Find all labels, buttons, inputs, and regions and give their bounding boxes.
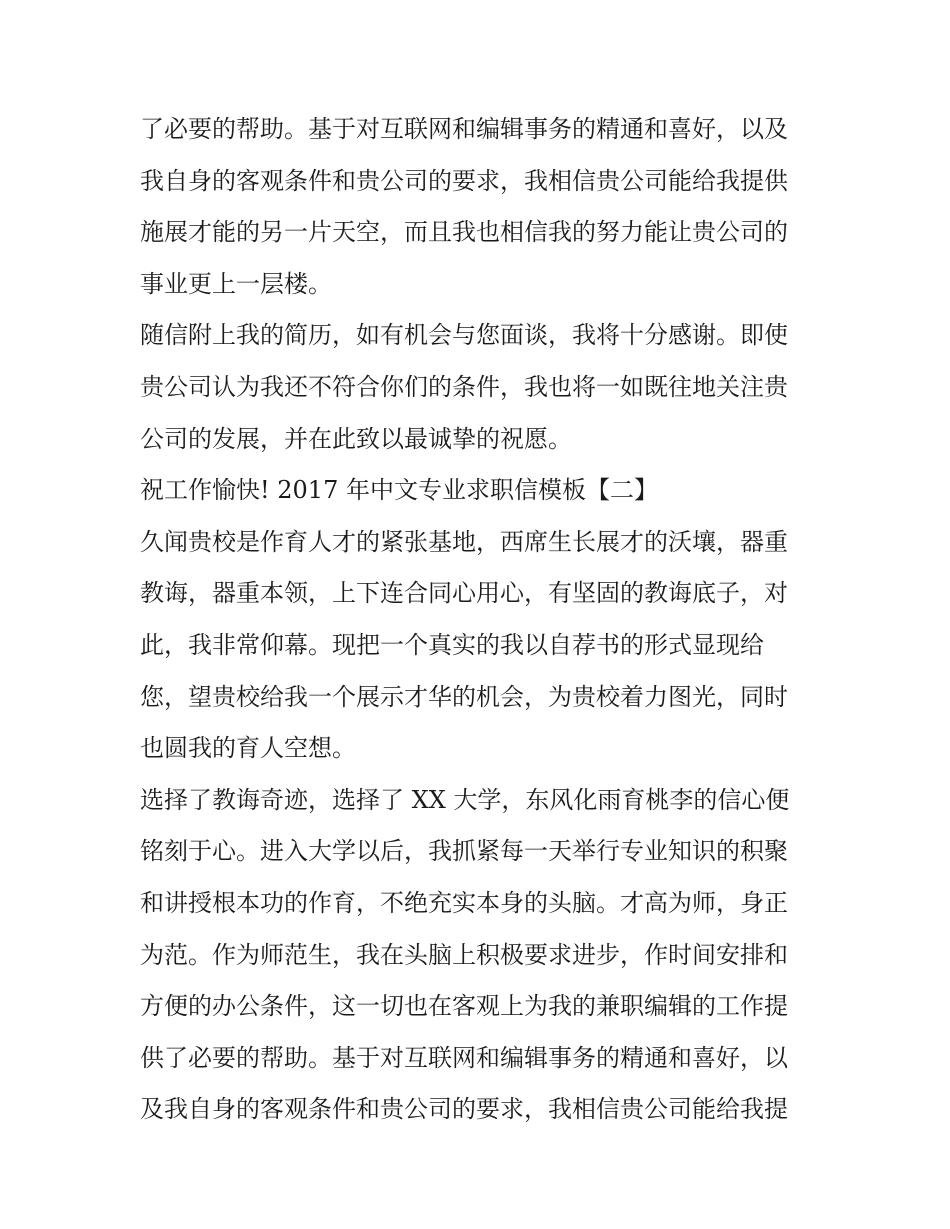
section-heading: 祝工作愉快! 2017 年中文专业求职信模板【二】 (140, 476, 658, 505)
text-line: 施展才能的另一片天空，而且我也相信我的努力能让贵公司的 (140, 218, 788, 247)
text-line: 也圆我的育人空想。 (140, 734, 356, 763)
text-line: 此，我非常仰幕。现把一个真实的我以自荐书的形式显现给 (140, 630, 764, 659)
text-line: 贵公司认为我还不符合你们的条件，我也将一如既往地关注贵 (140, 372, 788, 401)
text-line: 您，望贵校给我一个展示才华的机会，为贵校着力图光，同时 (140, 682, 788, 711)
text-line: 为范。作为师范生，我在头脑上积极要求进步，作时间安排和 (140, 940, 788, 969)
text-line: 方便的办公条件，这一切也在客观上为我的兼职编辑的工作提 (140, 992, 788, 1021)
text-line: 随信附上我的简历，如有机会与您面谈，我将十分感谢。即使 (140, 321, 788, 350)
text-line: 和讲授根本功的作育，不绝充实本身的头脑。才高为师，身正 (140, 888, 788, 917)
text-line: 事业更上一层楼。 (140, 269, 332, 298)
text-line: 教诲，器重本领，上下连合同心用心，有坚固的教诲底子，对 (140, 579, 788, 608)
text-line: 我自身的客观条件和贵公司的要求，我相信贵公司能给我提供 (140, 166, 788, 195)
text-line: 及我自身的客观条件和贵公司的要求，我相信贵公司能给我提 (140, 1095, 788, 1124)
text-line: 公司的发展，并在此致以最诚挚的祝愿。 (140, 424, 572, 453)
body-text (140, 104, 820, 1136)
text-line: 选择了教诲奇迹，选择了 XX 大学，东风化雨育桃李的信心便 (140, 785, 790, 814)
text-line: 久闻贵校是作育人才的紧张基地，西席生长展才的沃壤，器重 (140, 527, 788, 556)
text-line: 铭刻于心。进入大学以后，我抓紧每一天举行专业知识的积聚 (140, 837, 788, 866)
text-line: 了必要的帮助。基于对互联网和编辑事务的精通和喜好，以及 (140, 115, 788, 143)
text-line: 供了必要的帮助。基于对互联网和编辑事务的精通和喜好，以 (140, 1043, 788, 1072)
